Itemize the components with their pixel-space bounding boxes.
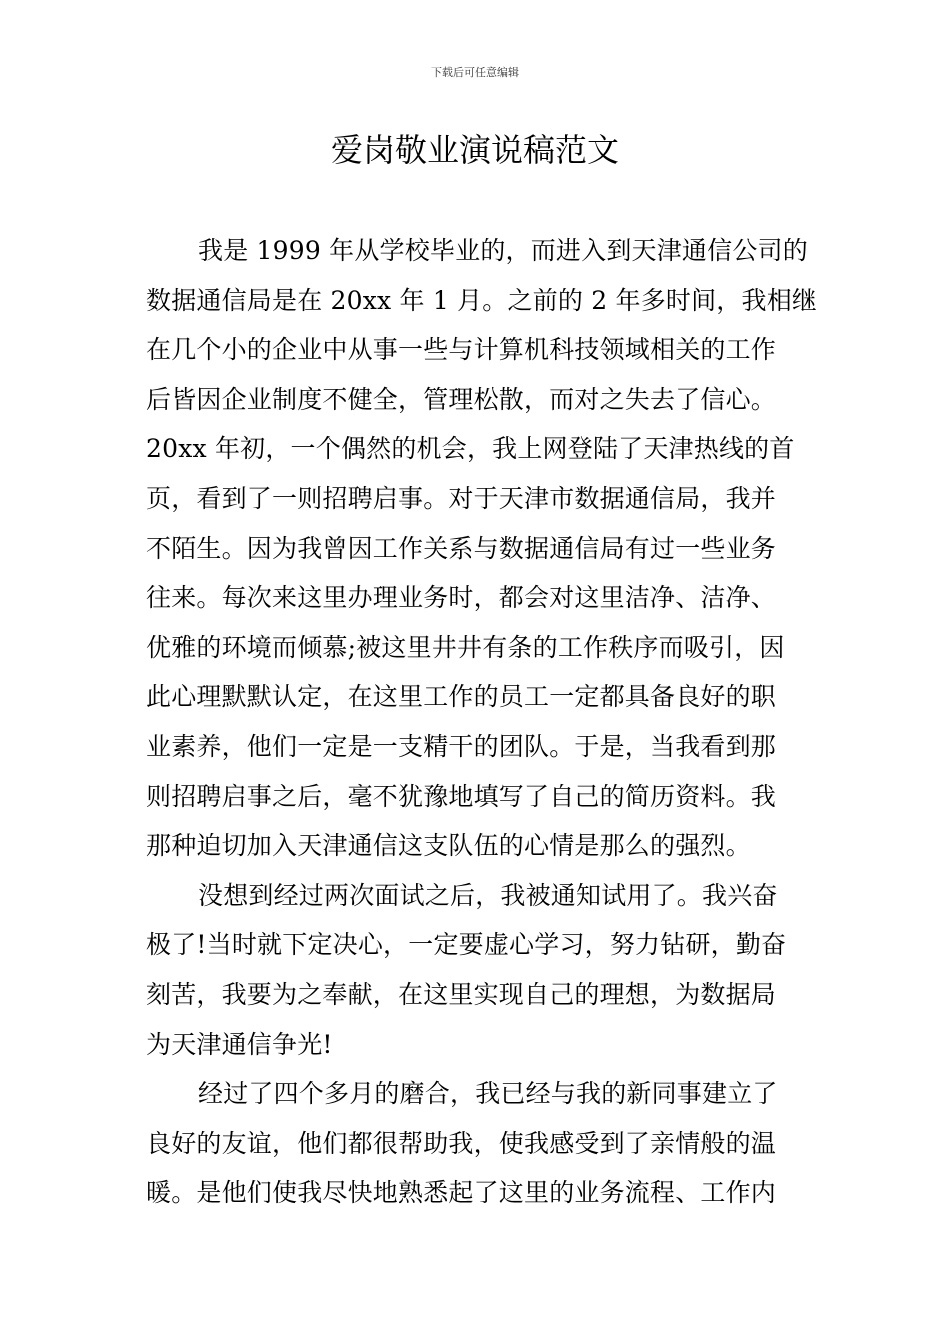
body-line: 良好的友谊，他们都很帮助我，使我感受到了亲情般的温: [146, 1128, 777, 1158]
body-line: 业素养，他们一定是一支精干的团队。于是，当我看到那: [146, 731, 777, 761]
body-line: 经过了四个多月的磨合，我已经与我的新同事建立了: [198, 1079, 778, 1109]
body-line: 没想到经过两次面试之后，我被通知试用了。我兴奋: [198, 880, 778, 910]
body-line: 则招聘启事之后，毫不犹豫地填写了自己的简历资料。我: [146, 781, 777, 811]
document-title: 爱岗敬业演说稿范文: [330, 131, 619, 169]
document-body: [146, 226, 826, 1218]
body-line: 20xx 年初，一个偶然的机会，我上网登陆了天津热线的首: [146, 434, 795, 464]
body-line: 往来。每次来这里办理业务时，都会对这里洁净、洁净、: [146, 583, 777, 613]
body-line: 极了!当时就下定决心，一定要虚心学习，努力钻研，勤奋: [146, 930, 787, 960]
body-line: 不陌生。因为我曾因工作关系与数据通信局有过一些业务: [146, 533, 777, 563]
body-line: 我是 1999 年从学校毕业的，而进入到天津通信公司的: [198, 236, 808, 265]
body-line: 后皆因企业制度不健全，管理松散，而对之失去了信心。: [146, 384, 777, 414]
body-line: 暖。是他们使我尽快地熟悉起了这里的业务流程、工作内: [146, 1178, 777, 1208]
body-line: 页，看到了一则招聘启事。对于天津市数据通信局，我并: [146, 483, 777, 513]
body-line: 刻苦，我要为之奉献，在这里实现自己的理想，为数据局: [146, 979, 777, 1009]
body-line: 此心理默默认定，在这里工作的员工一定都具备良好的职: [146, 682, 777, 712]
body-line: 优雅的环境而倾慕;被这里井井有条的工作秩序而吸引，因: [146, 632, 785, 662]
body-line: 那种迫切加入天津通信这支队伍的心情是那么的强烈。: [146, 831, 751, 861]
body-line: 为天津通信争光!: [146, 1029, 333, 1059]
body-line: 数据通信局是在 20xx 年 1 月。之前的 2 年多时间，我相继: [146, 285, 818, 315]
body-line: 在几个小的企业中从事一些与计算机科技领域相关的工作: [146, 335, 777, 365]
header-note: 下载后可任意编辑: [431, 66, 519, 79]
